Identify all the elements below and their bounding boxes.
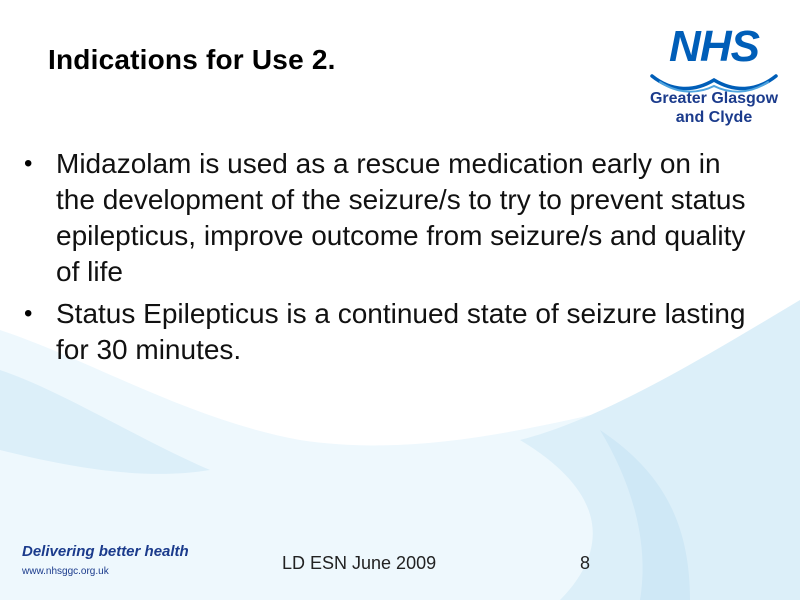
bullet-text: Status Epilepticus is a continued state of seizure lasting for 30 minutes. bbox=[56, 298, 746, 365]
bullet-item bbox=[22, 146, 762, 290]
logo-line-and-clyde: and Clyde bbox=[675, 109, 753, 126]
footer-date: LD ESN June 2009 bbox=[282, 553, 437, 573]
footer-tagline: Delivering better health bbox=[22, 543, 189, 560]
bullet-list bbox=[22, 146, 762, 374]
bullet-dot-icon: • bbox=[24, 150, 33, 177]
page-number: 8 bbox=[580, 553, 591, 573]
bullet-item bbox=[22, 296, 762, 368]
nhs-logo bbox=[644, 18, 784, 130]
bullet-text: Midazolam is used as a rescue medication early on in the development of the seizure/s to try to prevent status epilepticus, improve outcome from seizure/s and quality of life bbox=[56, 148, 746, 287]
footer-website: www.nhsggc.org.uk bbox=[22, 566, 109, 577]
logo-line-greater-glasgow: Greater Glasgow bbox=[649, 90, 779, 107]
nhs-logo-mark: NHS bbox=[669, 22, 759, 71]
slide-title: Indications for Use 2. bbox=[48, 44, 336, 75]
bullet-dot-icon: • bbox=[24, 300, 33, 327]
